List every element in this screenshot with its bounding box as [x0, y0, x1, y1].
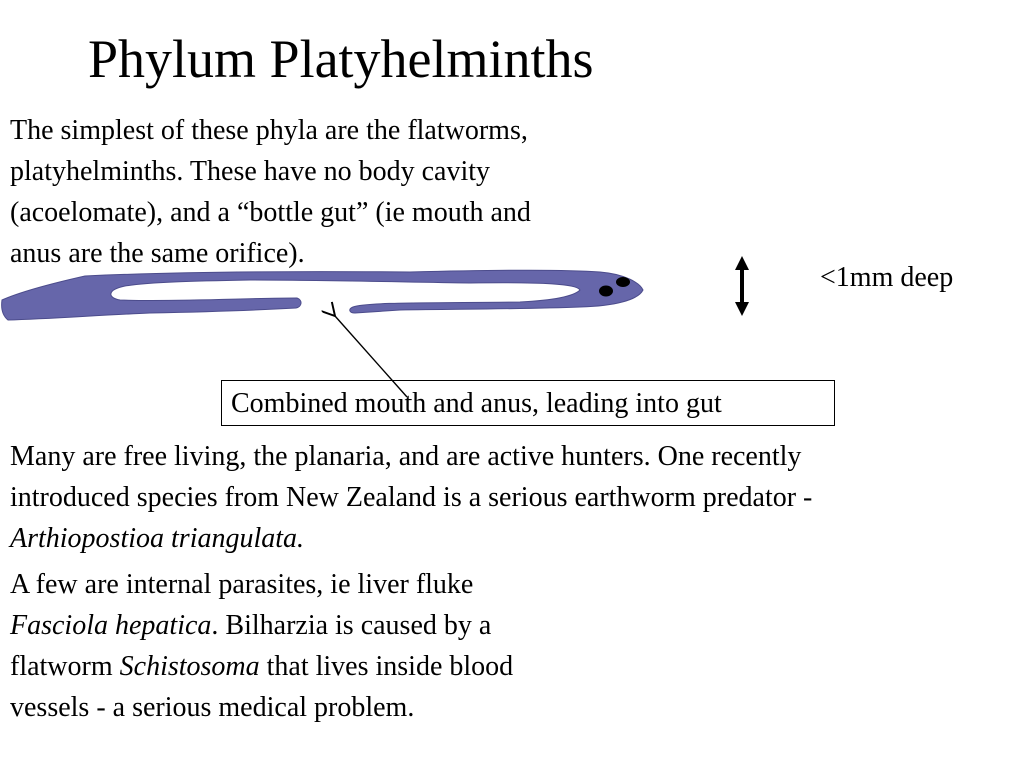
- species-period: .: [297, 523, 305, 554]
- parasites-line-1: A few are internal parasites, ie liver fluke: [10, 569, 474, 600]
- species-name-arthiopostioa: Arthiopostioa triangulata: [10, 523, 298, 554]
- parasites-paragraph: [10, 564, 650, 728]
- free-living-paragraph: [10, 436, 1010, 559]
- parasites-line-2: [10, 605, 650, 646]
- species-name-schistosoma: Schistosoma: [119, 651, 260, 682]
- intro-line-1: The simplest of these phyla are the flatworms,: [10, 115, 528, 146]
- intro-line-3: (acoelomate), and a “bottle gut” (ie mouth and: [10, 197, 531, 228]
- parasites-line-3-rest: that lives inside blood: [259, 651, 514, 682]
- free-living-line-3: [10, 518, 1010, 559]
- intro-line-2: platyhelminths. These have no body cavity: [10, 156, 491, 187]
- parasites-line-3-start: flatworm: [10, 651, 120, 682]
- free-living-line-1: Many are free living, the planaria, and are active hunters. One recently: [10, 441, 802, 472]
- eye-spot-icon: [616, 277, 630, 287]
- parasites-line-2-rest: . Bilharzia is caused by a: [211, 610, 492, 641]
- slide-title: Phylum Platyhelminths: [88, 29, 594, 89]
- intro-line-4: anus are the same orifice).: [10, 238, 305, 269]
- mouth-callout-box: Combined mouth and anus, leading into gut: [221, 380, 835, 426]
- depth-label: <1mm deep: [820, 262, 954, 293]
- species-name-fasciola: Fasciola hepatica: [10, 610, 212, 641]
- eye-spot-icon: [599, 286, 613, 297]
- free-living-line-2: introduced species from New Zealand is a serious earthworm predator -: [10, 482, 813, 513]
- depth-double-arrow-icon: [735, 256, 749, 316]
- flatworm-body: [2, 270, 643, 320]
- parasites-line-3: [10, 646, 650, 687]
- parasites-line-4: vessels - a serious medical problem.: [10, 692, 415, 723]
